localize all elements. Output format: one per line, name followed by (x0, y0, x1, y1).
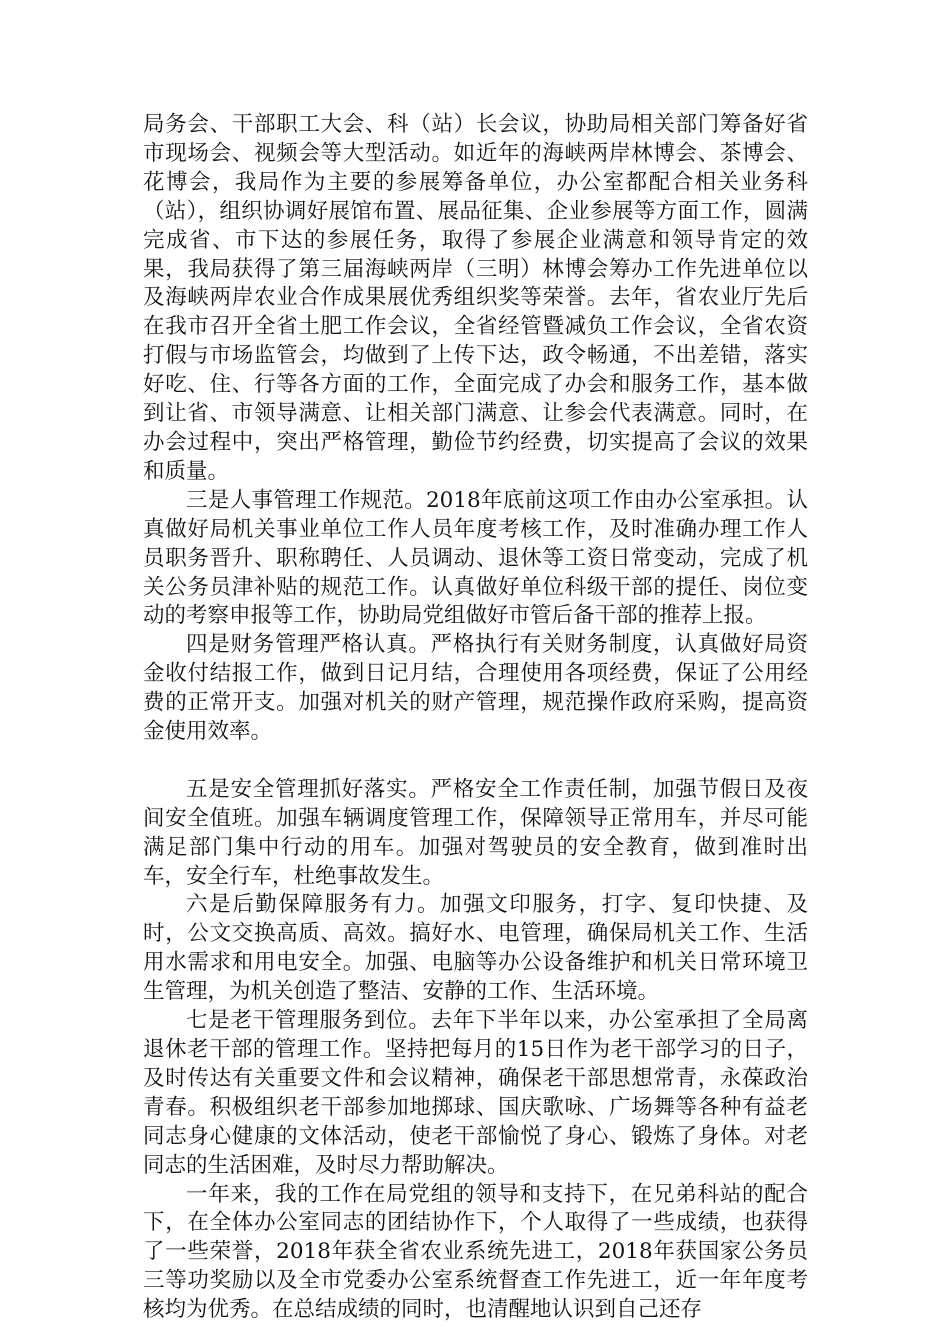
paragraph-personnel-management: 三是人事管理工作规范。2018年底前这项工作由办公室承担。认真做好局机关事业单位工作人员年度考核工作，及时准确办理工作人员职务晋升、职称聘任、人员调动、退休等工资日常变动，完成了机关公务员津补贴的规范工作。认真做好单位科级干部的提任、岗位变动的考察申报等工作，协助局党组做好市管后备干部的推荐上报。 (143, 487, 808, 629)
paragraph-year-summary: 一年来，我的工作在局党组的领导和支持下，在兄弟科站的配合下，在全体办公室同志的团结协作下，个人取得了一些成绩，也获得了一些荣誉，2018年获全省农业系统先进工，2018年获国家公务员三等功奖励以及全市党委办公室系统督查工作先进工，近一年年度考核均为优秀。在总结成绩的同时，也清醒地认识到自己还存 (143, 1181, 808, 1323)
paragraph-finance-management: 四是财务管理严格认真。严格执行有关财务制度，认真做好局资金收付结报工作，做到日记月结，合理使用各项经费，保证了公用经费的正常开支。加强对机关的财产管理，规范操作政府采购，提高资金使用效率。 (143, 632, 808, 745)
paragraph-logistics-support: 六是后勤保障服务有力。加强文印服务，打字、复印快捷、及时，公文交换高质、高效。搞好水、电管理，确保局机关工作、生活用水需求和用电安全。加强、电脑等办公设备维护和机关日常环境卫生管理，为机关创造了整洁、安静的工作、生活环境。 (143, 892, 808, 1005)
paragraph-retired-cadres: 七是老干管理服务到位。去年下半年以来，办公室承担了全局离退休老干部的管理工作。坚持把每月的15日作为老干部学习的日子，及时传达有关重要文件和会议精神，确保老干部思想常青，永葆政治青春。积极组织老干部参加地掷球、国庆歌咏、广场舞等各种有益老同志身心健康的文体活动，使老干部愉悦了身心、锻炼了身体。对老同志的生活困难，及时尽力帮助解决。 (143, 1008, 808, 1178)
paragraph-gap (143, 747, 808, 776)
paragraph-safety-management: 五是安全管理抓好落实。严格安全工作责任制，加强节假日及夜间安全值班。加强车辆调度管理工作，保障领导正常用车，并尽可能满足部门集中行动的用车。加强对驾驶员的安全教育，做到准时出车，安全行车，杜绝事故发生。 (143, 776, 808, 889)
document-page (143, 111, 808, 1325)
paragraph-meeting-services: 局务会、干部职工大会、科（站）长会议，协助局相关部门筹备好省市现场会、视频会等大型活动。如近年的海峡两岸林博会、茶博会、花博会，我局作为主要的参展筹备单位，办公室都配合相关业务科（站），组织协调好展馆布置、展品征集、企业参展等方面工作，圆满完成省、市下达的参展任务，取得了参展企业满意和领导肯定的效果，我局获得了第三届海峡两岸（三明）林博会筹办工作先进单位以及海峡两岸农业合作成果展优秀组织奖等荣誉。去年，省农业厅先后在我市召开全省土肥工作会议，全省经管暨减负工作会议，全省农资打假与市场监管会，均做到了上传下达，政令畅通，不出差错，落实好吃、住、行等各方面的工作，全面完成了办会和服务工作，基本做到让省、市领导满意、让相关部门满意、让参会代表满意。同时，在办会过程中，突出严格管理，勤俭节约经费，切实提高了会议的效果和质量。 (143, 112, 808, 484)
